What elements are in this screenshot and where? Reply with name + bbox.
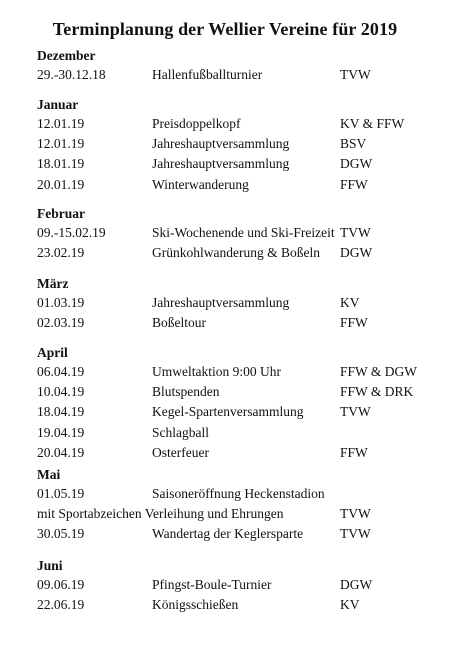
event-date: 12.01.19 [37,116,85,131]
event-club: FFW & DRK [340,384,414,400]
event-club: DGW [340,577,373,592]
event-date: 02.03.19 [37,315,85,331]
event-club: TVW [340,404,371,420]
event-name: Hallenfußballturnier [152,67,263,82]
event-date: 20.01.19 [37,176,85,192]
event-name: Königsschießen [152,597,239,613]
page-title: Terminplanung der Wellier Vereine für 2019 [52,19,398,39]
event-row [0,136,450,156]
event-name: Preisdoppelkopf [152,116,241,131]
event-club: DGW [340,245,373,261]
event-name: Blutspenden [152,384,220,400]
event-name: Schlagball [152,424,209,440]
event-date: 18.04.19 [37,404,85,420]
event-row [0,364,450,384]
event-row [0,384,450,404]
event-row [0,315,450,335]
event-name: Jahreshauptversammlung [152,295,290,310]
event-name: Grünkohlwanderung & Boßeln [152,245,320,261]
event-date: 06.04.19 [37,364,85,379]
month-heading: Mai [37,467,61,482]
event-club: TVW [340,225,371,240]
event-row [0,295,450,315]
event-date: 22.06.19 [37,597,85,613]
event-club: FFW [340,315,368,331]
event-club: KV [340,295,360,310]
event-row [0,526,450,546]
month-heading: März [37,276,69,291]
event-date: 20.04.19 [37,444,85,460]
event-row [0,577,450,597]
event-club: KV & FFW [340,116,405,131]
event-club: KV [340,597,360,613]
event-date: 01.03.19 [37,295,85,310]
event-date: 29.-30.12.18 [37,67,106,82]
event-row [0,486,450,506]
event-continuation: mit Sportabzeichen Verleihung und Ehrungen [37,506,284,522]
event-name: Boßeltour [152,315,206,331]
event-date: 10.04.19 [37,384,85,400]
event-row [0,597,450,617]
event-date: 30.05.19 [37,526,85,542]
event-row [0,225,450,245]
event-row [0,67,450,87]
event-club: TVW [340,67,371,82]
event-name: Jahreshauptversammlung [152,136,290,152]
event-club: BSV [340,136,367,152]
event-name: Winterwanderung [152,176,249,192]
event-club: FFW & DGW [340,364,418,379]
event-date: 12.01.19 [37,136,85,152]
event-row [0,245,450,265]
event-name: Wandertag der Keglersparte [152,526,304,542]
month-heading: Juni [37,558,63,573]
event-row [0,506,450,526]
event-row [0,404,450,424]
event-name: Umweltaktion 9:00 Uhr [152,364,281,379]
event-date: 18.01.19 [37,156,85,172]
event-row [0,445,450,465]
event-date: 09.-15.02.19 [37,225,106,240]
month-heading: April [37,345,68,360]
event-date: 09.06.19 [37,577,85,592]
event-club: FFW [340,176,368,192]
event-row [0,116,450,136]
event-name: Osterfeuer [152,444,209,460]
event-club: FFW [340,444,368,460]
event-club: TVW [340,526,371,542]
month-heading: Februar [37,206,85,221]
event-row [0,156,450,176]
event-club: TVW [340,506,371,522]
event-name: Pfingst-Boule-Turnier [152,577,272,592]
month-heading: Dezember [37,48,96,63]
month-heading: Januar [37,97,79,112]
event-club: DGW [340,156,373,172]
event-date: 19.04.19 [37,424,85,440]
event-name: Kegel-Spartenversammlung [152,404,304,420]
event-name: Ski-Wochenende und Ski-Freizeit [152,225,335,240]
event-row [0,425,450,445]
event-date: 23.02.19 [37,245,85,261]
event-name: Saisoneröffnung Heckenstadion [152,486,325,501]
event-row [0,177,450,197]
event-date: 01.05.19 [37,486,85,501]
event-name: Jahreshauptversammlung [152,156,290,172]
